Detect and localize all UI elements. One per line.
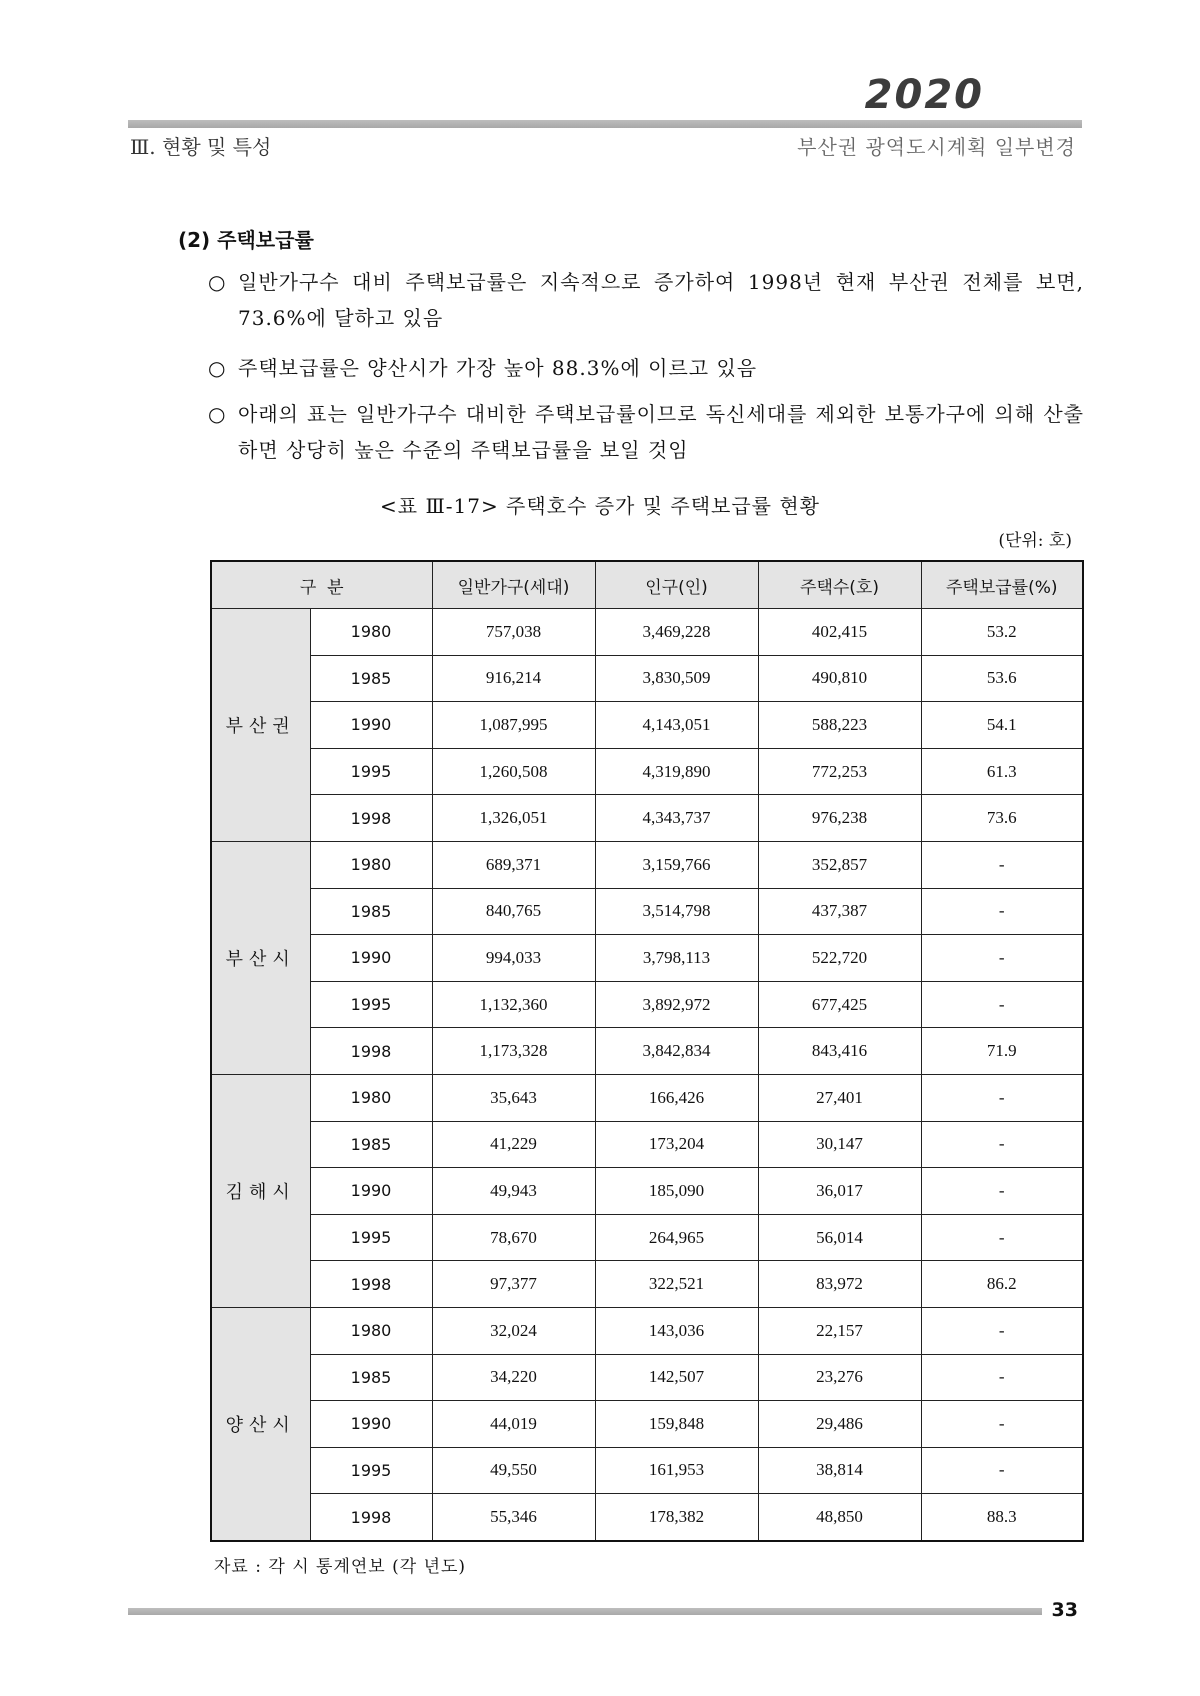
table-row [211, 655, 1083, 702]
population-cell: 178,382 [595, 1494, 758, 1541]
header-houses: 주택수(호) [758, 561, 921, 609]
houses-cell: 522,720 [758, 935, 921, 982]
population-cell: 4,319,890 [595, 748, 758, 795]
table-row [211, 1168, 1083, 1215]
section-label: Ⅲ. 현황 및 특성 [130, 135, 272, 159]
year-cell: 1980 [310, 841, 432, 888]
table-unit: (단위: 호) [998, 531, 1072, 551]
bullet-mark: ○ [208, 270, 226, 294]
supply-rate-cell: 54.1 [921, 702, 1083, 749]
table-row [211, 888, 1083, 935]
households-cell: 757,038 [432, 609, 595, 656]
population-cell: 143,036 [595, 1307, 758, 1354]
population-cell: 322,521 [595, 1261, 758, 1308]
houses-cell: 22,157 [758, 1307, 921, 1354]
population-cell: 3,798,113 [595, 935, 758, 982]
supply-rate-cell: - [921, 1168, 1083, 1215]
table-caption: <표 Ⅲ-17> 주택호수 증가 및 주택보급률 현황 [380, 494, 820, 518]
bullet-item [208, 264, 1084, 336]
year-cell: 1990 [310, 935, 432, 982]
year-cell: 1985 [310, 655, 432, 702]
table-row [211, 1307, 1083, 1354]
bullet-item [208, 350, 1084, 386]
supply-rate-cell: - [921, 981, 1083, 1028]
year-cell: 1998 [310, 795, 432, 842]
houses-cell: 23,276 [758, 1354, 921, 1401]
supply-rate-cell: - [921, 1354, 1083, 1401]
table-row [211, 702, 1083, 749]
households-cell: 55,346 [432, 1494, 595, 1541]
year-cell: 1995 [310, 748, 432, 795]
year-cell: 1990 [310, 702, 432, 749]
table-row [211, 1074, 1083, 1121]
bullet-text: 일반가구수 대비 주택보급률은 지속적으로 증가하여 1998년 현재 부산권 전체를 보면, 73.6%에 달하고 있음 [238, 270, 1084, 330]
households-cell: 97,377 [432, 1261, 595, 1308]
population-cell: 3,830,509 [595, 655, 758, 702]
population-cell: 161,953 [595, 1447, 758, 1494]
houses-cell: 56,014 [758, 1214, 921, 1261]
table-row [211, 1214, 1083, 1261]
footer-rule [128, 1608, 1042, 1615]
households-cell: 32,024 [432, 1307, 595, 1354]
supply-rate-cell: - [921, 888, 1083, 935]
households-cell: 994,033 [432, 935, 595, 982]
supply-rate-cell: 86.2 [921, 1261, 1083, 1308]
table-source: 자료 : 각 시 통계연보 (각 년도) [214, 1557, 467, 1577]
table-row [211, 981, 1083, 1028]
houses-cell: 976,238 [758, 795, 921, 842]
supply-rate-cell: - [921, 1307, 1083, 1354]
supply-rate-cell: - [921, 935, 1083, 982]
year-cell: 1985 [310, 1121, 432, 1168]
households-cell: 49,943 [432, 1168, 595, 1215]
households-cell: 689,371 [432, 841, 595, 888]
bullet-item [208, 396, 1084, 468]
households-cell: 1,132,360 [432, 981, 595, 1028]
table-row [211, 935, 1083, 982]
population-cell: 3,469,228 [595, 609, 758, 656]
population-cell: 4,143,051 [595, 702, 758, 749]
region-label: 부산시 [211, 841, 310, 1074]
year-cell: 1985 [310, 888, 432, 935]
population-cell: 185,090 [595, 1168, 758, 1215]
supply-rate-cell: - [921, 1214, 1083, 1261]
households-cell: 35,643 [432, 1074, 595, 1121]
households-cell: 34,220 [432, 1354, 595, 1401]
bullet-text: 아래의 표는 일반가구수 대비한 주택보급률이므로 독신세대를 제외한 보통가구에 의해 산출하면 상당히 높은 수준의 주택보급률을 보일 것임 [238, 402, 1084, 462]
households-cell: 41,229 [432, 1121, 595, 1168]
table-row [211, 748, 1083, 795]
households-cell: 916,214 [432, 655, 595, 702]
table-row [211, 1494, 1083, 1541]
houses-cell: 352,857 [758, 841, 921, 888]
supply-rate-cell: 88.3 [921, 1494, 1083, 1541]
document-title: 부산권 광역도시계획 일부변경 [797, 135, 1076, 159]
population-cell: 159,848 [595, 1401, 758, 1448]
houses-cell: 437,387 [758, 888, 921, 935]
households-cell: 44,019 [432, 1401, 595, 1448]
table-row [211, 841, 1083, 888]
subheading: (2) 주택보급률 [178, 228, 314, 252]
population-cell: 142,507 [595, 1354, 758, 1401]
year-cell: 1985 [310, 1354, 432, 1401]
year-cell: 1995 [310, 1447, 432, 1494]
year-cell: 1995 [310, 1214, 432, 1261]
year-cell: 1998 [310, 1028, 432, 1075]
bullet-mark: ○ [208, 402, 226, 426]
header-supply-rate: 주택보급률(%) [921, 561, 1083, 609]
households-cell: 49,550 [432, 1447, 595, 1494]
population-cell: 3,892,972 [595, 981, 758, 1028]
page-number: 33 [1051, 1599, 1078, 1621]
year-cell: 1980 [310, 1074, 432, 1121]
population-cell: 4,343,737 [595, 795, 758, 842]
population-cell: 264,965 [595, 1214, 758, 1261]
population-cell: 3,842,834 [595, 1028, 758, 1075]
table-row [211, 1028, 1083, 1075]
houses-cell: 38,814 [758, 1447, 921, 1494]
supply-rate-cell: - [921, 1401, 1083, 1448]
population-cell: 166,426 [595, 1074, 758, 1121]
houses-cell: 83,972 [758, 1261, 921, 1308]
houses-cell: 29,486 [758, 1401, 921, 1448]
table-row [211, 1401, 1083, 1448]
region-label: 부산권 [211, 609, 310, 842]
households-cell: 840,765 [432, 888, 595, 935]
supply-rate-cell: 61.3 [921, 748, 1083, 795]
houses-cell: 27,401 [758, 1074, 921, 1121]
region-label: 김해시 [211, 1074, 310, 1307]
year-cell: 1990 [310, 1401, 432, 1448]
table-row [211, 1121, 1083, 1168]
supply-rate-cell: 73.6 [921, 795, 1083, 842]
population-cell: 3,514,798 [595, 888, 758, 935]
table-header-row [211, 561, 1083, 609]
supply-rate-cell: - [921, 1447, 1083, 1494]
year-cell: 1998 [310, 1261, 432, 1308]
table-row [211, 609, 1083, 656]
houses-cell: 772,253 [758, 748, 921, 795]
households-cell: 1,173,328 [432, 1028, 595, 1075]
year-cell: 1990 [310, 1168, 432, 1215]
houses-cell: 588,223 [758, 702, 921, 749]
houses-cell: 36,017 [758, 1168, 921, 1215]
table-row [211, 795, 1083, 842]
header-year: 2020 [864, 72, 984, 118]
houses-cell: 402,415 [758, 609, 921, 656]
header-rule [128, 120, 1082, 128]
housing-table [210, 560, 1084, 1542]
header-category: 구 분 [211, 561, 432, 609]
houses-cell: 843,416 [758, 1028, 921, 1075]
supply-rate-cell: 53.6 [921, 655, 1083, 702]
supply-rate-cell: 53.2 [921, 609, 1083, 656]
table-row [211, 1447, 1083, 1494]
header-population: 인구(인) [595, 561, 758, 609]
houses-cell: 48,850 [758, 1494, 921, 1541]
header-households: 일반가구(세대) [432, 561, 595, 609]
houses-cell: 30,147 [758, 1121, 921, 1168]
houses-cell: 490,810 [758, 655, 921, 702]
households-cell: 1,087,995 [432, 702, 595, 749]
supply-rate-cell: - [921, 1074, 1083, 1121]
table-row [211, 1354, 1083, 1401]
houses-cell: 677,425 [758, 981, 921, 1028]
households-cell: 78,670 [432, 1214, 595, 1261]
households-cell: 1,326,051 [432, 795, 595, 842]
table-body [211, 609, 1083, 1541]
year-cell: 1998 [310, 1494, 432, 1541]
year-cell: 1980 [310, 1307, 432, 1354]
households-cell: 1,260,508 [432, 748, 595, 795]
region-label: 양산시 [211, 1307, 310, 1540]
table-row [211, 1261, 1083, 1308]
bullet-text: 주택보급률은 양산시가 가장 높아 88.3%에 이르고 있음 [238, 356, 758, 380]
supply-rate-cell: - [921, 841, 1083, 888]
population-cell: 3,159,766 [595, 841, 758, 888]
supply-rate-cell: - [921, 1121, 1083, 1168]
year-cell: 1980 [310, 609, 432, 656]
year-cell: 1995 [310, 981, 432, 1028]
supply-rate-cell: 71.9 [921, 1028, 1083, 1075]
population-cell: 173,204 [595, 1121, 758, 1168]
bullet-mark: ○ [208, 356, 226, 380]
